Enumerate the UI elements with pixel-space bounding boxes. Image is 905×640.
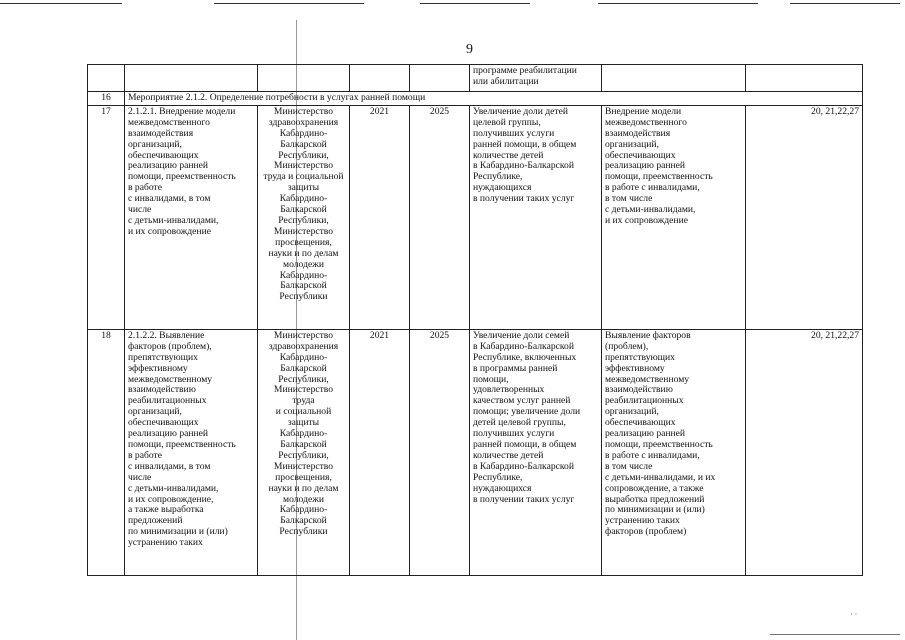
- executor-cell: Министерство здравоохранения Кабардино- Балкарской Республики, Министерство труда и социальной защиты Кабардино- Балкарской Республики, Министерство просвещения, науки и по делам молодежи Кабардино- Балкарской Республики: [258, 329, 350, 575]
- links-cell: 20, 21,22,27: [746, 105, 863, 329]
- measure-name-cell: 2.1.2.1. Внедрение модели межведомственного взаимодействия организаций, обеспечивающих реализацию ранней помощи, преемственность в работе с инвалидами, в том числе с детьми-инвалидами, и их сопровождение: [125, 105, 258, 329]
- row-number: 17: [88, 105, 125, 329]
- row-number: 16: [88, 92, 125, 106]
- table-row-continuation: [88, 65, 863, 92]
- start-year-cell: 2021: [350, 105, 410, 329]
- scan-artifact-line: [214, 3, 364, 4]
- row-number: 18: [88, 329, 125, 575]
- executor-cell: Министерство здравоохранения Кабардино- Балкарской Республики, Министерство труда и социальной защиты Кабардино- Балкарской Республики, Министерство просвещения, науки и по делам молодежи Кабардино- Балкарской Республики: [258, 105, 350, 329]
- table-row: [88, 105, 863, 329]
- scan-artifact-line: [598, 3, 758, 4]
- page-number: 9: [466, 42, 473, 57]
- section-title: Мероприятие 2.1.2. Определение потребности в услугах ранней помощи: [125, 92, 863, 106]
- table-row-section: [88, 92, 863, 106]
- table-row: [88, 329, 863, 575]
- end-year-cell: 2025: [410, 329, 470, 575]
- links-cell: 20, 21,22,27: [746, 329, 863, 575]
- result-cell: Выявление факторов (проблем), препятствующих эффективному межведомственному взаимодействию реабилитационных организаций, обеспечивающих реализацию ранней помощи, преемственность в работе с инвалидами, в том числе с детьми-инвалидами, и их сопровождение, а также выработка предложений по минимизации и (или) устранению таких факторов (проблем): [602, 329, 746, 575]
- scan-artifact-line: [420, 3, 530, 4]
- measure-name-cell: 2.1.2.2. Выявление факторов (проблем), препятствующих эффективному межведомственному взаимодействию реабилитационных организаций, обеспечивающих реализацию ранней помощи, преемственность в работе с инвалидами, в том числе с детьми-инвалидами, и их сопровождение, а также выработка предложений по минимизации и (или) устранению таких: [125, 329, 258, 575]
- scan-artifact-line: [770, 634, 900, 635]
- measures-table: [87, 64, 863, 576]
- indicator-cell: программе реабилитации или абилитации: [470, 65, 602, 92]
- start-year-cell: 2021: [350, 329, 410, 575]
- end-year-cell: 2025: [410, 105, 470, 329]
- indicator-cell: Увеличение доли детей целевой группы, получивших услуги ранней помощи, в общем количестве детей в Кабардино-Балкарской Республике, нуждающихся в получении таких услуг: [470, 105, 602, 329]
- result-cell: Внедрение модели межведомственного взаимодействия организаций, обеспечивающих реализацию ранней помощи, преемственность в работе с инвалидами, в том числе с детьми-инвалидами, и их сопровождение: [602, 105, 746, 329]
- scan-artifact-dots: · ·: [850, 610, 858, 619]
- indicator-cell: Увеличение доли семей в Кабардино-Балкарской Республике, включенных в программы ранней помощи, удовлетворенных качеством услуг ранней помощи; увеличение доли детей целевой группы, получивших услуги ранней помощи, в общем количестве детей в Кабардино-Балкарской Республике, нуждающихся в получении таких услуг: [470, 329, 602, 575]
- scan-artifact-line: [0, 3, 122, 4]
- scan-artifact-line: [790, 3, 900, 4]
